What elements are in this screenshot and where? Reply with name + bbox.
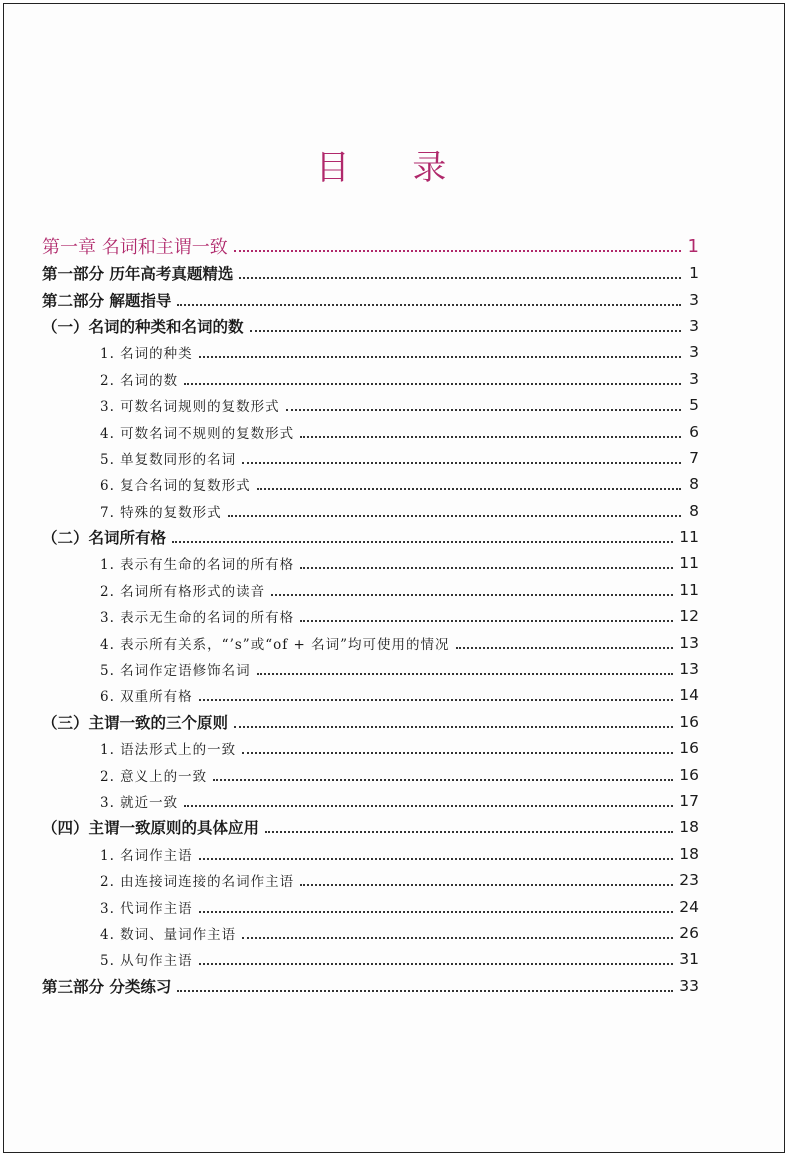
toc-entry-page-number: 26	[679, 923, 699, 942]
toc-entry[interactable]	[42, 418, 699, 444]
toc-entry-label: 3. 代词作主语	[100, 900, 193, 917]
toc-entry-label: 6. 复合名词的复数形式	[100, 478, 251, 495]
toc-entry[interactable]	[42, 260, 699, 286]
toc-entry-label: 1. 名词作主语	[100, 847, 193, 864]
toc-entry[interactable]	[42, 629, 699, 655]
toc-entry-page-number: 3	[689, 290, 699, 309]
toc-entry-page-number: 16	[679, 739, 699, 758]
toc-leader-dots	[177, 990, 673, 992]
toc-entry-page-number: 13	[679, 660, 699, 679]
toc-entry-label: （三）主谓一致的三个原则	[42, 713, 229, 732]
toc-leader-dots	[265, 831, 673, 833]
toc-entry[interactable]	[42, 814, 699, 840]
toc-entry-page-number: 3	[689, 316, 699, 335]
toc-entry-page-number: 13	[679, 633, 699, 652]
toc-leader-dots	[234, 250, 681, 252]
toc-entry-page-number: 5	[689, 396, 699, 415]
toc-entry-page-number: 6	[689, 422, 699, 441]
toc-entry-label: 4. 数词、量词作主语	[100, 926, 237, 943]
toc-leader-dots	[172, 541, 673, 543]
toc-entry[interactable]	[42, 761, 699, 787]
toc-leader-dots	[199, 356, 681, 358]
toc-entry-page-number: 8	[689, 501, 699, 520]
toc-entry-page-number: 3	[689, 343, 699, 362]
toc-leader-dots	[271, 594, 673, 596]
document-page	[3, 3, 785, 1153]
toc-entry[interactable]	[42, 920, 699, 946]
toc-entry-label: 3. 表示无生命的名词的所有格	[100, 610, 295, 627]
toc-entry-page-number: 11	[679, 554, 699, 573]
toc-leader-dots	[199, 858, 674, 860]
toc-leader-dots	[257, 673, 674, 675]
toc-entry-label: 5. 名词作定语修饰名词	[100, 663, 251, 680]
toc-leader-dots	[300, 620, 673, 622]
toc-entry[interactable]	[42, 682, 699, 708]
toc-entry[interactable]	[42, 313, 699, 339]
toc-entry[interactable]	[42, 524, 699, 550]
toc-leader-dots	[239, 277, 681, 279]
toc-entry[interactable]	[42, 232, 699, 260]
toc-entry[interactable]	[42, 603, 699, 629]
toc-entry-page-number: 8	[689, 475, 699, 494]
toc-leader-dots	[184, 805, 673, 807]
toc-entry[interactable]	[42, 893, 699, 919]
toc-entry[interactable]	[42, 735, 699, 761]
page-title: 目 录	[315, 148, 473, 188]
toc-entry-label: （四）主谓一致原则的具体应用	[42, 819, 260, 838]
toc-entry[interactable]	[42, 946, 699, 972]
toc-entry[interactable]	[42, 973, 699, 999]
toc-leader-dots	[300, 884, 673, 886]
toc-leader-dots	[177, 304, 681, 306]
toc-entry-page-number: 12	[679, 607, 699, 626]
toc-entry-page-number: 3	[689, 369, 699, 388]
toc-entry[interactable]	[42, 392, 699, 418]
toc-leader-dots	[242, 752, 673, 754]
toc-entry[interactable]	[42, 286, 699, 312]
toc-entry-label: 1. 表示有生命的名词的所有格	[100, 557, 295, 574]
toc-entry-page-number: 17	[679, 792, 699, 810]
toc-entry-page-number: 11	[679, 528, 699, 547]
toc-entry-label: 7. 特殊的复数形式	[100, 504, 222, 521]
toc-entry-label: 1. 名词的种类	[100, 346, 193, 363]
toc-entry-label: 2. 意义上的一致	[100, 768, 208, 785]
toc-entry-label: 6. 双重所有格	[100, 689, 193, 706]
toc-leader-dots	[300, 567, 673, 569]
toc-leader-dots	[250, 330, 681, 332]
toc-entry-label: 1. 语法形式上的一致	[100, 742, 237, 759]
toc-entry-page-number: 1	[689, 264, 699, 283]
toc-leader-dots	[199, 911, 674, 913]
toc-entry[interactable]	[42, 339, 699, 365]
toc-leader-dots	[199, 963, 674, 965]
toc-entry-label: （一）名词的种类和名词的数	[42, 317, 244, 336]
toc-entry-label: 2. 名词所有格形式的读音	[100, 583, 266, 600]
toc-entry-page-number: 7	[689, 448, 699, 467]
toc-entry-page-number: 14	[679, 686, 699, 705]
toc-entry-page-number: 18	[679, 818, 699, 837]
toc-entry[interactable]	[42, 366, 699, 392]
toc-leader-dots	[234, 726, 673, 728]
toc-entry-label: 3. 就近一致	[100, 795, 179, 811]
toc-entry-page-number: 1	[687, 235, 699, 257]
toc-entry-page-number: 18	[679, 844, 699, 863]
toc-leader-dots	[286, 409, 681, 411]
toc-entry[interactable]	[42, 656, 699, 682]
table-of-contents	[42, 232, 699, 999]
toc-entry-page-number: 24	[679, 897, 699, 916]
toc-entry-label: 第一章 名词和主谓一致	[42, 237, 228, 258]
toc-entry-page-number: 23	[679, 871, 699, 890]
toc-entry[interactable]	[42, 867, 699, 893]
toc-entry-label: 4. 可数名词不规则的复数形式	[100, 425, 295, 442]
toc-entry-page-number: 16	[679, 712, 699, 731]
toc-entry-label: 第三部分 分类练习	[42, 977, 172, 996]
toc-leader-dots	[199, 699, 674, 701]
toc-entry-label: 第一部分 历年高考真题精选	[42, 265, 234, 284]
toc-entry-label: 第二部分 解题指导	[42, 291, 172, 310]
toc-entry[interactable]	[42, 471, 699, 497]
toc-entry-label: 2. 由连接词连接的名词作主语	[100, 874, 295, 891]
toc-entry[interactable]	[42, 841, 699, 867]
toc-entry-page-number: 33	[679, 976, 699, 995]
toc-entry[interactable]	[42, 445, 699, 471]
toc-entry-page-number: 31	[679, 950, 699, 969]
toc-entry-label: 3. 可数名词规则的复数形式	[100, 399, 280, 416]
toc-entry-label: （二）名词所有格	[42, 529, 167, 548]
toc-entry-page-number: 16	[679, 765, 699, 784]
toc-leader-dots	[300, 436, 681, 438]
toc-entry-page-number: 11	[679, 580, 699, 599]
toc-entry[interactable]	[42, 498, 699, 524]
toc-entry[interactable]	[42, 550, 699, 576]
toc-entry[interactable]	[42, 577, 699, 603]
toc-entry[interactable]	[42, 788, 699, 814]
toc-entry[interactable]	[42, 709, 699, 735]
toc-leader-dots	[184, 383, 681, 385]
toc-leader-dots	[228, 515, 681, 517]
toc-leader-dots	[213, 779, 673, 781]
toc-entry-label: 5. 从句作主语	[100, 953, 193, 970]
toc-leader-dots	[257, 488, 681, 490]
toc-entry-label: 4. 表示所有关系，“’s”或“of + 名词”均可使用的情况	[100, 636, 450, 653]
toc-entry-label: 5. 单复数同形的名词	[100, 451, 237, 468]
toc-entry-label: 2. 名词的数	[100, 372, 179, 389]
toc-leader-dots	[242, 937, 673, 939]
toc-leader-dots	[242, 462, 681, 464]
toc-leader-dots	[456, 647, 674, 649]
